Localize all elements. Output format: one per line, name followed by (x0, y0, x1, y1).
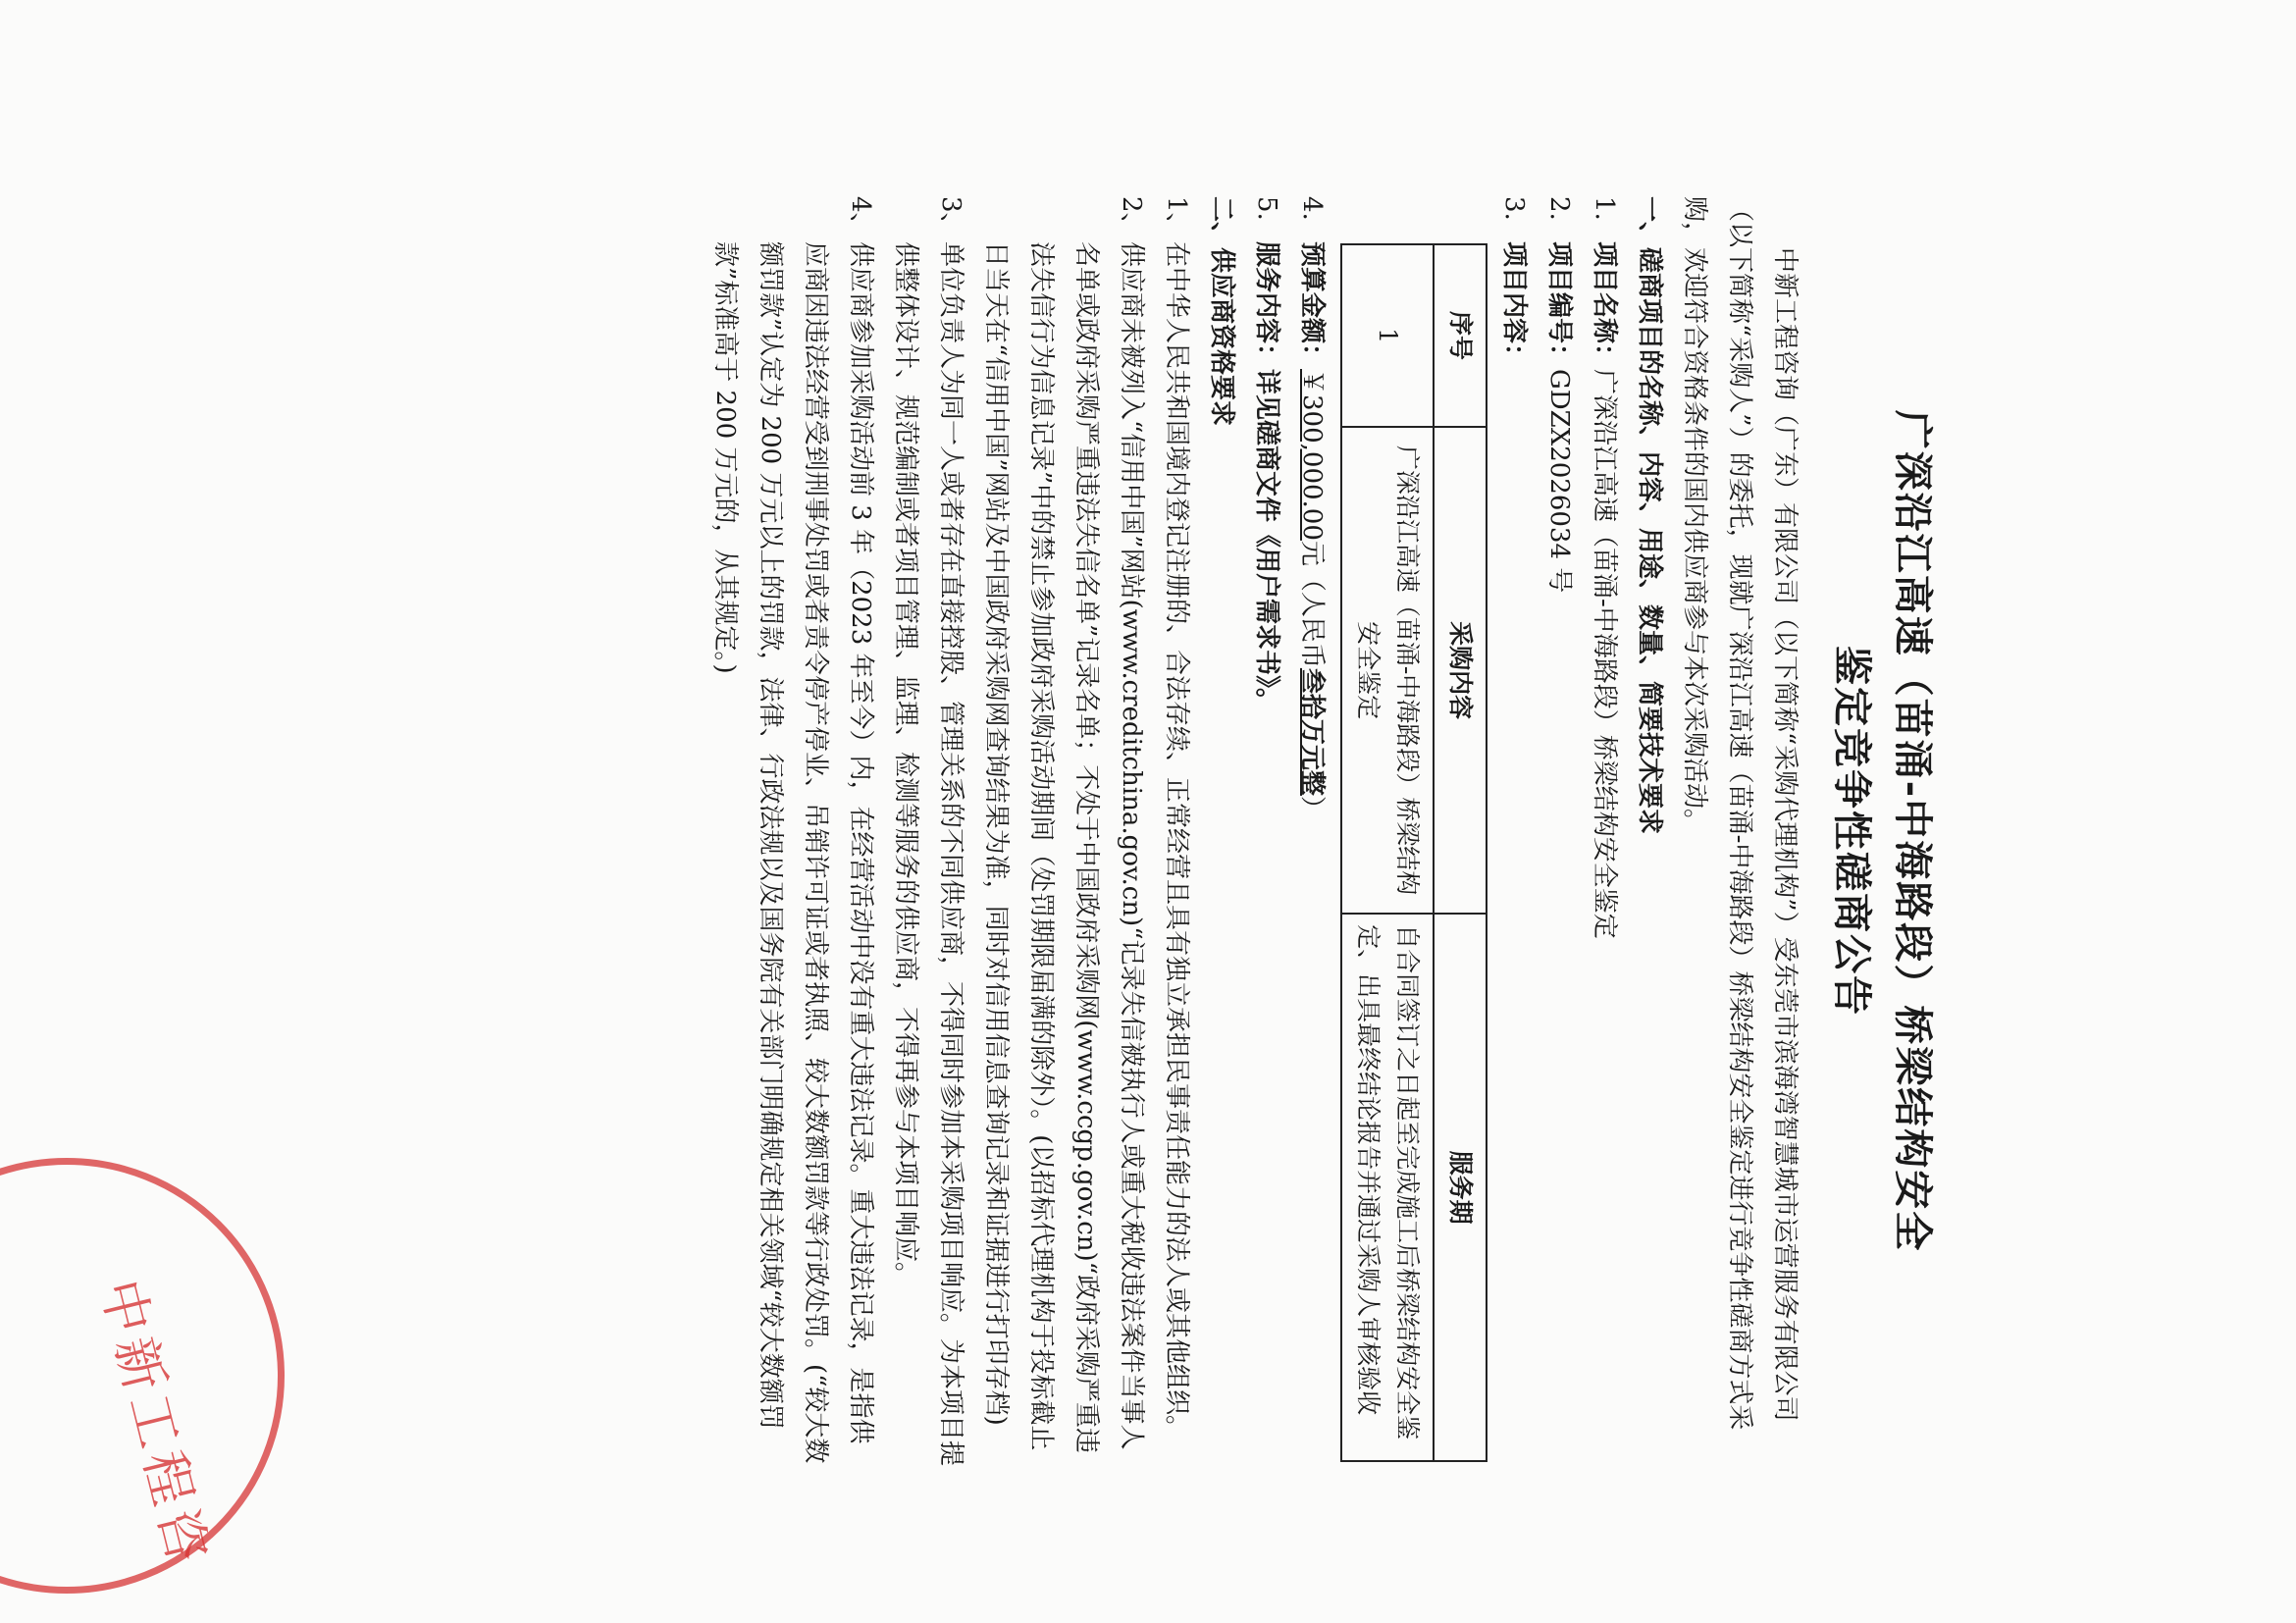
column-header-content: 采购内容 (1434, 427, 1487, 914)
table-cell-index: 1 (1341, 244, 1434, 427)
requirement-item (883, 196, 973, 1466)
item-number: 2. (1544, 196, 1574, 221)
item-label: 预算金额： (1297, 241, 1327, 370)
item-project-content (1491, 196, 1537, 1466)
budget-close: ） (1297, 795, 1327, 821)
procurement-table (1340, 243, 1487, 1462)
requirement-item (973, 196, 1154, 1466)
announcement-body (703, 196, 1943, 1466)
item-label: 项目名称： (1590, 241, 1619, 370)
budget-unit: 元（人民币 (1297, 540, 1327, 668)
item-value: 详见磋商文件《用户需求书》。 (1252, 369, 1281, 714)
item-project-code (1537, 196, 1582, 1466)
item-number: 1、 (1162, 196, 1191, 238)
item-label: 服务内容： (1252, 241, 1281, 370)
item-number: 5. (1252, 196, 1281, 221)
table-header-row (1434, 244, 1487, 1461)
intro-paragraph: 中新工程咨询（广东）有限公司（以下简称“采购代理机构”）受东莞市滨海湾智慧城市运营服务有限公司（以下简称“采购人”）的委托，现就广深沿江高速（苗涌-中海路段）桥梁结构安全鉴定进行竞争性磋商方式采购，欢迎符合资格条件的国内供应商参与本次采购活动。 (1680, 196, 1800, 1431)
item-budget (1289, 196, 1334, 1466)
item-service (1244, 196, 1289, 1466)
requirement-text: 在中华人民共和国境内登记注册的、合法存续、正常经营且具有独立承担民事责任能力的法人或其他组织。 (1162, 241, 1191, 1441)
item-value: 广深沿江高速（苗涌-中海路段）桥梁结构安全鉴定 (1590, 369, 1619, 939)
requirement-text: 供应商未被列入“信用中国”网站(www.creditchina.gov.cn)“记录失信被执行人或重大税收违法案件当事人名单或政府采购严重违法失信名单”记录名单；不处于中国政府采购网(www.ccgp.gov.cn)“政府采购严重违法失信行为信息记录”中的禁止参加政府采购活动期间（处罚期限届满的除外）。(以招标代理机构于投标截止日当天在“信用中国”网站及中国政府采购网查询结果为准，同时对信用信息查询记录和证据进行打印存档) (981, 241, 1146, 1453)
table-row (1341, 244, 1434, 1461)
item-number: 1. (1590, 196, 1619, 221)
item-number: 3. (1499, 196, 1529, 221)
requirement-item (703, 196, 883, 1466)
requirement-text: 供应商参加采购活动前 3 年（2023 年至今）内，在经营活动中没有重大违法记录。重大违法记录，是指供应商因违法经营受到刑事处罚或者责令停产停业、吊销许可证或者执照、较大数额罚款等行政处罚。(“较大数额罚款”认定为 200 万元以上的罚款，法律、行政法规以及国务院有关部门明确规定相关领域“较大数额罚款”标准高于 200 万元的，从其规定。) (710, 241, 875, 1464)
company-seal-text: 中新工程咨 (88, 1273, 221, 1575)
table-cell-content: 广深沿江高速（苗涌-中海路段）桥梁结构安全鉴定 (1341, 427, 1434, 914)
title-line-1: 广深沿江高速（苗涌-中海路段）桥梁结构安全 (1890, 409, 1936, 1253)
item-number: 3、 (936, 196, 965, 238)
item-project-name (1582, 196, 1627, 1466)
item-number: 2、 (1117, 196, 1146, 238)
section-2-heading: 二、供应商资格要求 (1207, 196, 1236, 427)
item-number: 4. (1297, 196, 1327, 221)
item-number: 4、 (846, 196, 875, 238)
requirement-text: 单位负责人为同一人或者存在直接控股、管理关系的不同供应商，不得同时参加本采购项目响应。为本项目提供整体设计、规范编制或者项目管理、监理、检测等服务的供应商，不得再参与本项目响应。 (891, 241, 965, 1467)
title-line-2: 鉴定竞争性磋商公告 (1829, 646, 1875, 1017)
item-label: 项目编号： (1544, 241, 1574, 370)
column-header-period: 服务期 (1434, 914, 1487, 1461)
budget-amount: ￥300,000.00 (1297, 369, 1327, 541)
budget-words: 叁拾万元整 (1297, 667, 1327, 796)
item-label: 项目内容： (1499, 241, 1529, 370)
table-cell-period: 自合同签订之日起至完成施工后桥梁结构安全鉴定、出具最终结论报告并通过采购人审核验收 (1341, 914, 1434, 1461)
item-value: GDZX2026034 号 (1544, 369, 1574, 594)
column-header-index: 序号 (1434, 244, 1487, 427)
requirement-item (1154, 196, 1199, 1466)
section-1-heading: 一、磋商项目的名称、内容、用途、数量、简要技术要求 (1635, 196, 1664, 835)
